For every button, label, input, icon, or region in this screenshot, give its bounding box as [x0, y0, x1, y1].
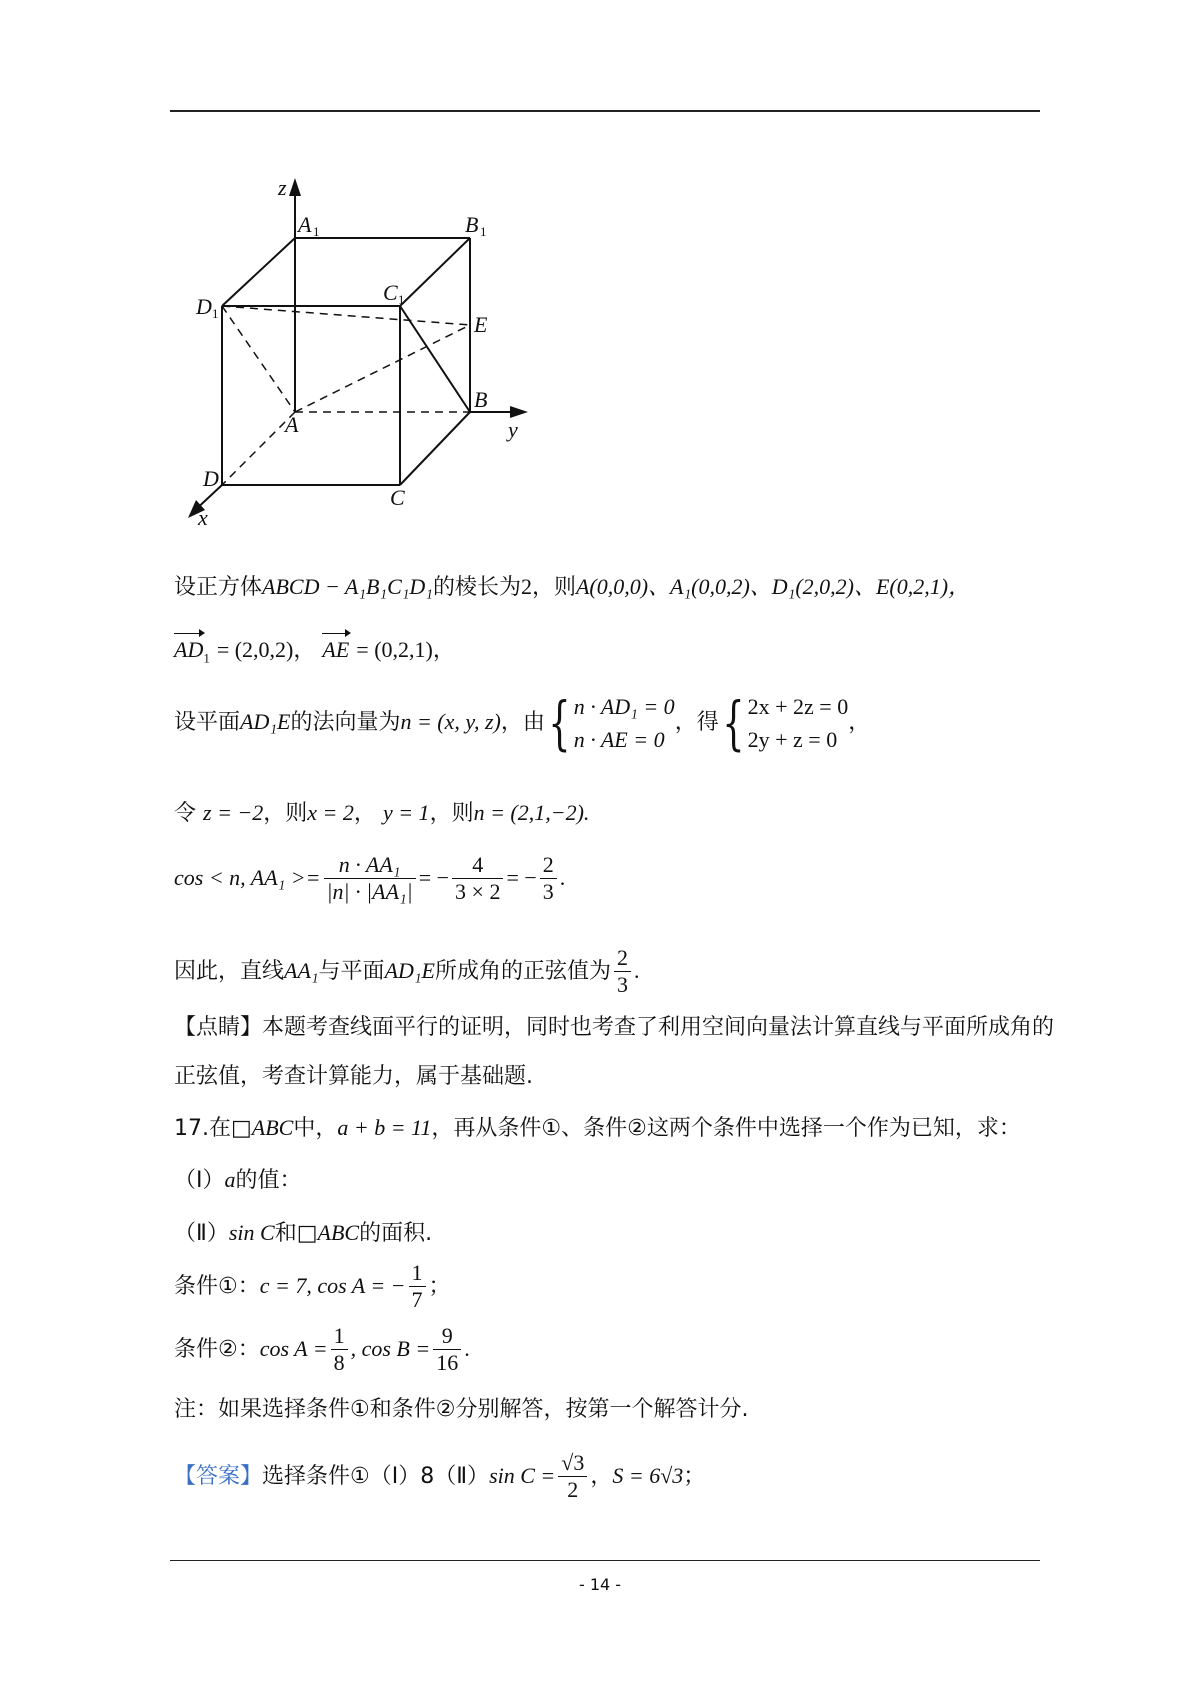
- solution-line-3: 设平面AD₁E的法向量为n = (x, y, z)，由{ n · AD₁ = 0 n · AE = 0，得{ 2x + 2z = 0 2y + z = 0，: [174, 689, 871, 757]
- condition-2: 条件②：cos A = $\frac{1}{8}$ , cos B = $\frac{9}{16}$ .: [174, 1323, 470, 1376]
- note: 注：如果选择条件①和条件②分别解答，按第一个解答计分.: [174, 1397, 749, 1422]
- label-a1: A: [298, 212, 312, 237]
- svg-text:1: 1: [212, 306, 219, 321]
- label-d1: D: [196, 294, 212, 319]
- condition-1: 条件①：c = 7, cos A = − $\frac{1}{7}$ ；: [174, 1260, 451, 1313]
- label-z: z: [278, 175, 287, 200]
- label-e: E: [474, 312, 488, 337]
- solution-line-2: $AD_1 = (2,0,2)$， AE = (0,2,1)，: [174, 637, 455, 666]
- footer-rule: [170, 1560, 1040, 1561]
- label-x: x: [198, 505, 208, 530]
- solution-line-4: 令 z = −2，则x = 2， y = 1，则n = (2,1,−2).: [174, 800, 590, 826]
- solution-line-1: 设正方体ABCD − A₁B₁C₁D₁的棱长为2，则A(0,0,0)、A₁(0,0,2)、D₁(2,0,2)、E(0,2,1)，: [174, 574, 971, 600]
- question-part-1: （Ⅰ）a的值：: [174, 1167, 302, 1193]
- question-17: 17.在□ABC中，a + b = 11，再从条件①、条件②这两个条件中选择一个作为已知，求：: [174, 1115, 1021, 1141]
- comment-line-1: 【点睛】本题考查线面平行的证明，同时也考查了利用空间向量法计算直线与平面所成角的: [174, 1015, 1055, 1040]
- svg-text:1: 1: [398, 292, 405, 307]
- comment-line-2: 正弦值，考查计算能力，属于基础题.: [174, 1064, 533, 1089]
- label-a: A: [285, 412, 299, 437]
- label-b: B: [474, 387, 488, 412]
- page-number: - 14 -: [578, 1575, 622, 1594]
- answer-line: 【答案】选择条件①（Ⅰ）8（Ⅱ）sin C = $\frac{√3}{2}$ ，S = 6√3；: [174, 1450, 706, 1503]
- label-c1: C: [383, 280, 398, 305]
- svg-text:1: 1: [313, 224, 320, 239]
- label-c: C: [390, 485, 405, 510]
- question-part-2: （Ⅱ）sin C和□ABC的面积.: [174, 1220, 433, 1246]
- cube-figure: [0, 0, 560, 540]
- svg-text:1: 1: [480, 224, 487, 239]
- label-b1: B: [465, 212, 479, 237]
- solution-line-6: 因此，直线AA₁与平面AD₁E所成角的正弦值为 $\frac{2}{3}$ .: [174, 945, 640, 998]
- solution-line-5: cos < n, AA₁ >= $\frac{\text{n · AA₁}}{\text{|n| · |AA₁|}}$ = − $\frac{4}{3 \times 2}$ = − $\frac{2}{3}$ .: [174, 852, 566, 905]
- label-d: D: [203, 466, 219, 491]
- answer-label: 【答案】: [174, 1463, 263, 1489]
- label-y: y: [508, 417, 518, 442]
